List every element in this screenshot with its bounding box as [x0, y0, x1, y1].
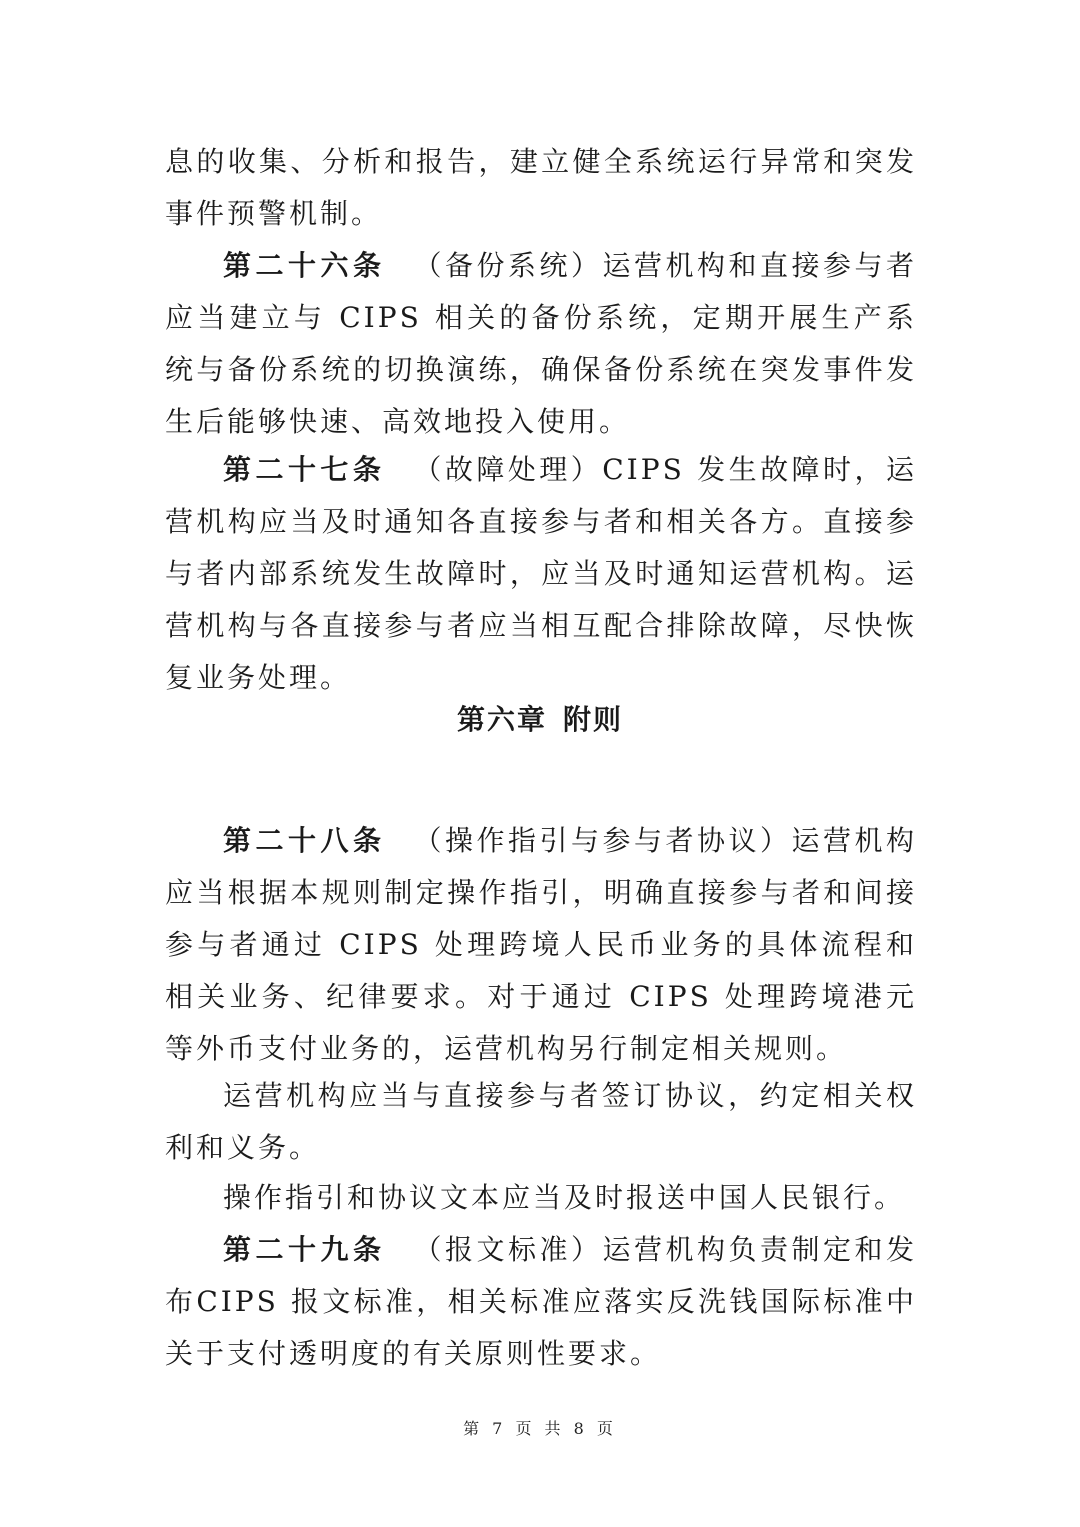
paragraph-continuation: 息的收集、分析和报告，建立健全系统运行异常和突发事件预警机制。	[165, 145, 917, 230]
article-26	[165, 240, 917, 448]
page-footer: 第 7 页 共 8 页	[463, 1419, 617, 1438]
chapter-heading	[0, 698, 1080, 738]
article-29-body: （报文标准）运营机构负责制定和发布CIPS 报文标准，相关标准应落实反洗钱国际标准中关于支付透明度的有关原则性要求。	[165, 1233, 917, 1370]
article-27	[165, 444, 917, 704]
article-29	[165, 1224, 917, 1380]
chapter-number: 第六章	[456, 703, 547, 736]
chapter-title: 附则	[563, 703, 624, 736]
article-27-body: （故障处理）CIPS 发生故障时，运营机构应当及时通知各直接参与者和相关各方。直接参与者内部系统发生故障时，应当及时通知运营机构。运营机构与各直接参与者应当相互配合排除故障，尽快恢复业务处理。	[165, 453, 917, 694]
article-28-body: （操作指引与参与者协议）运营机构应当根据本规则制定操作指引，明确直接参与者和间接参与者通过 CIPS 处理跨境人民币业务的具体流程和相关业务、纪律要求。对于通过 CIPS 处理跨境港元等外币支付业务的，运营机构另行制定相关规则。	[165, 824, 917, 1065]
paragraph-agreement: 运营机构应当与直接参与者签订协议，约定相关权利和义务。	[165, 1079, 917, 1164]
article-28-heading: 第二十八条	[223, 824, 386, 857]
article-26-heading: 第二十六条	[223, 249, 386, 282]
article-26-body: （备份系统）运营机构和直接参与者应当建立与 CIPS 相关的备份系统，定期开展生产系统与备份系统的切换演练，确保备份系统在突发事件发生后能够快速、高效地投入使用。	[165, 249, 917, 438]
article-29-heading: 第二十九条	[223, 1233, 386, 1266]
article-27-heading: 第二十七条	[223, 453, 386, 486]
article-28	[165, 815, 917, 1075]
paragraph-submission: 操作指引和协议文本应当及时报送中国人民银行。	[223, 1181, 906, 1214]
